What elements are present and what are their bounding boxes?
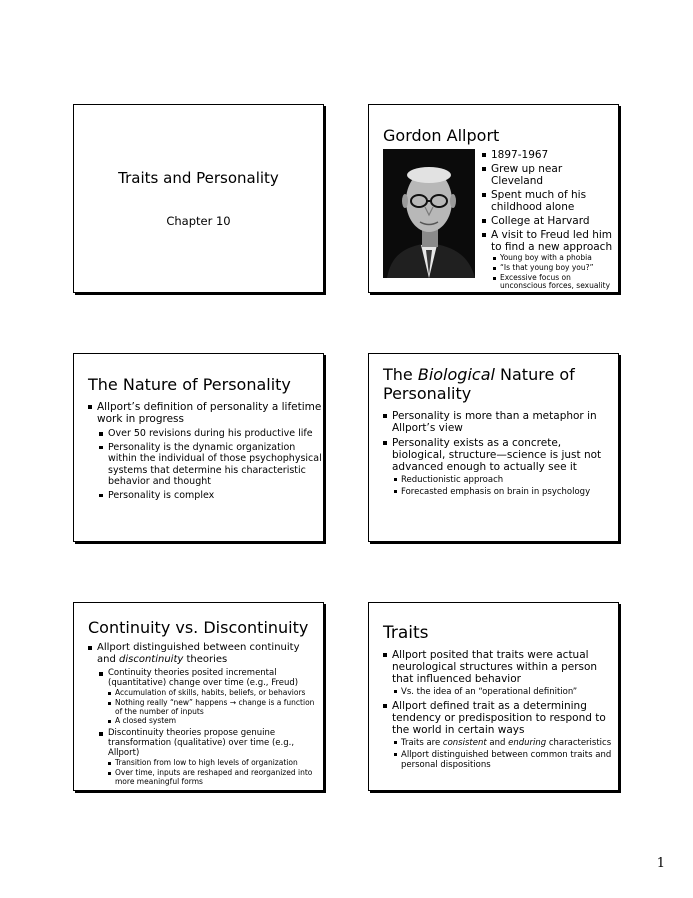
list-item: Personality exists as a concrete, biological, structure—science is just not advanced enough to actually see it xyxy=(383,437,613,473)
list-item xyxy=(88,642,318,666)
item-text: characteristics xyxy=(546,738,612,748)
list-item: Young boy with a phobia xyxy=(493,254,614,263)
page-number: 1 xyxy=(656,856,665,871)
item-text: and xyxy=(486,738,509,748)
list-item: Forecasted emphasis on brain in psychology xyxy=(394,487,613,497)
bullet-list xyxy=(383,649,615,770)
slide-title: Traits xyxy=(383,623,429,643)
item-emphasis: discontinuity xyxy=(119,654,184,665)
list-item: Allport defined trait as a determining tendency or predisposition to respond to the world in certain ways xyxy=(383,700,615,736)
list-item: Accumulation of skills, habits, beliefs, or behaviors xyxy=(108,689,318,698)
item-text: theories xyxy=(183,654,228,665)
list-item: Personality is the dynamic organization within the individual of those psychophysical systems that determine his characteristic behavior and thought xyxy=(99,442,324,488)
list-item: Allport posited that traits were actual neurological structures within a person that influenced behavior xyxy=(383,649,615,685)
item-text: Allport distinguished between continuity and xyxy=(97,642,300,665)
list-item: Discontinuity theories propose genuine transformation (qualitative) over time (e.g., Allport) xyxy=(99,728,318,758)
list-item: Over time, inputs are reshaped and reorganized into more meaningful forms xyxy=(108,769,318,787)
title-text: The xyxy=(383,365,418,384)
slide-traits-and-personality xyxy=(73,104,324,293)
list-item: “Is that young boy you?” xyxy=(493,264,614,273)
slide-title: Continuity vs. Discontinuity xyxy=(88,618,309,637)
slide-title: Traits and Personality xyxy=(118,169,279,187)
list-item: Reductionistic approach xyxy=(394,475,613,485)
slide-traits xyxy=(368,602,619,791)
list-item: Personality is more than a metaphor in Allport’s view xyxy=(383,410,613,434)
slide-continuity-vs-discontinuity xyxy=(73,602,324,791)
title-text: Nature of Personality xyxy=(383,365,575,403)
list-item: Nothing really “new” happens → change is a function of the number of inputs xyxy=(108,699,318,717)
list-item: A visit to Freud led him to find a new approach xyxy=(482,229,614,253)
slide-subtitle: Chapter 10 xyxy=(166,214,231,228)
title-emphasis: Biological xyxy=(417,365,495,384)
list-item: Excessive focus on unconscious forces, sexuality xyxy=(493,274,614,292)
bullet-list xyxy=(383,410,613,497)
bullet-list xyxy=(482,149,614,291)
list-item: 1897-1967 xyxy=(482,149,614,161)
list-item: Allport’s definition of personality a lifetime work in progress xyxy=(88,401,324,425)
slide-gordon-allport xyxy=(368,104,619,293)
bullet-list xyxy=(88,642,318,787)
slide-nature-of-personality xyxy=(73,353,324,542)
list-item: Grew up near Cleveland xyxy=(482,163,614,187)
list-item: Allport distinguished between common traits and personal dispositions xyxy=(394,750,615,770)
slide-biological-nature-of-personality xyxy=(368,353,619,542)
item-emphasis: enduring xyxy=(508,738,547,748)
list-item: College at Harvard xyxy=(482,215,614,227)
bullet-list xyxy=(88,401,324,501)
slide-title: Gordon Allport xyxy=(383,126,500,145)
slide-title: The Nature of Personality xyxy=(88,375,291,394)
list-item: Spent much of his childhood alone xyxy=(482,189,614,213)
list-item: A closed system xyxy=(108,717,318,726)
allport-portrait-photo xyxy=(383,149,475,278)
list-item: Continuity theories posited incremental (quantitative) change over time (e.g., Freud) xyxy=(99,668,318,688)
slide-title xyxy=(383,365,608,403)
list-item: Vs. the idea of an “operational definition” xyxy=(394,687,615,697)
item-text: Traits are xyxy=(401,738,443,748)
list-item: Transition from low to high levels of organization xyxy=(108,759,318,768)
list-item: Over 50 revisions during his productive life xyxy=(99,428,324,440)
list-item: Personality is complex xyxy=(99,490,324,502)
list-item xyxy=(394,738,615,748)
item-emphasis: consistent xyxy=(442,738,487,748)
